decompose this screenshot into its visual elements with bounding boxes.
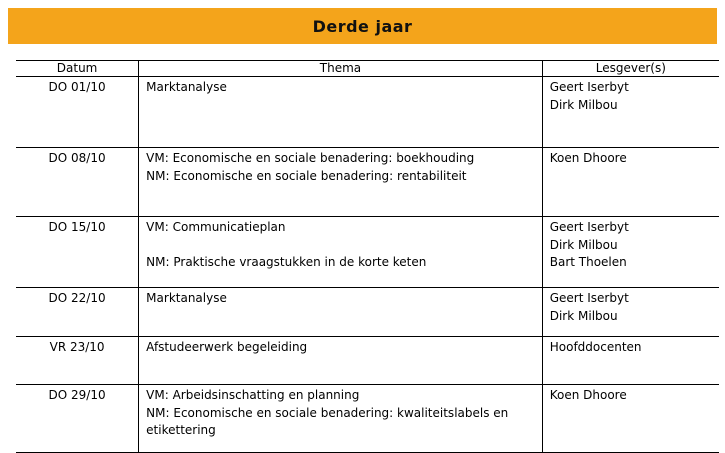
thema-line: Afstudeerwerk begeleiding (146, 340, 308, 354)
thema-line: VM: Arbeidsinschatting en planning (146, 388, 360, 402)
cell-thema (139, 217, 543, 288)
thema-line: NM: Economische en sociale benadering: kwaliteitslabels en etikettering (146, 405, 509, 437)
cell-lesgever (542, 385, 719, 453)
cell-datum: DO 15/10 (16, 217, 139, 288)
lesgever-name: Geert Iserbyt (549, 220, 629, 234)
lesgever-name: Koen Dhoore (549, 151, 627, 165)
lesgever-name: Dirk Milbou (549, 237, 618, 252)
schedule-table (16, 60, 719, 453)
column-header-datum: Datum (16, 61, 139, 77)
thema-line: VM: Economische en sociale benadering: boekhouding (146, 151, 475, 165)
lesgever-name: Hoofddocenten (549, 340, 642, 354)
thema-line: NM: Economische en sociale benadering: rentabiliteit (146, 168, 467, 183)
cell-thema (139, 385, 543, 453)
cell-thema (139, 337, 543, 385)
thema-line: Marktanalyse (146, 80, 227, 94)
cell-thema (139, 288, 543, 337)
table-row (16, 77, 719, 148)
table-row (16, 337, 719, 385)
cell-thema (139, 77, 543, 148)
table-row (16, 148, 719, 217)
thema-line: NM: Praktische vraagstukken in de korte keten (146, 254, 427, 269)
lesgever-name: Geert Iserbyt (549, 291, 629, 305)
lesgever-name: Koen Dhoore (549, 388, 627, 402)
table-row (16, 217, 719, 288)
cell-datum: DO 22/10 (16, 288, 139, 337)
table-row (16, 385, 719, 453)
cell-thema (139, 148, 543, 217)
column-header-lesgever: Lesgever(s) (542, 61, 719, 77)
table-row (16, 288, 719, 337)
cell-lesgever (542, 217, 719, 288)
lesgever-name: Bart Thoelen (549, 255, 627, 269)
cell-datum: DO 29/10 (16, 385, 139, 453)
cell-datum: DO 01/10 (16, 77, 139, 148)
thema-line: Marktanalyse (146, 291, 227, 305)
page-title: Derde jaar (312, 16, 413, 36)
cell-lesgever (542, 148, 719, 217)
column-header-thema: Thema (139, 61, 543, 77)
cell-datum: DO 08/10 (16, 148, 139, 217)
lesgever-name: Geert Iserbyt (549, 80, 629, 94)
lesgever-name: Dirk Milbou (549, 308, 618, 323)
cell-lesgever (542, 337, 719, 385)
lesgever-name: Dirk Milbou (549, 97, 618, 112)
table-header-row (16, 61, 719, 77)
cell-lesgever (542, 77, 719, 148)
cell-lesgever (542, 288, 719, 337)
title-banner (8, 8, 717, 44)
thema-line: VM: Communicatieplan (146, 220, 286, 234)
cell-datum: VR 23/10 (16, 337, 139, 385)
